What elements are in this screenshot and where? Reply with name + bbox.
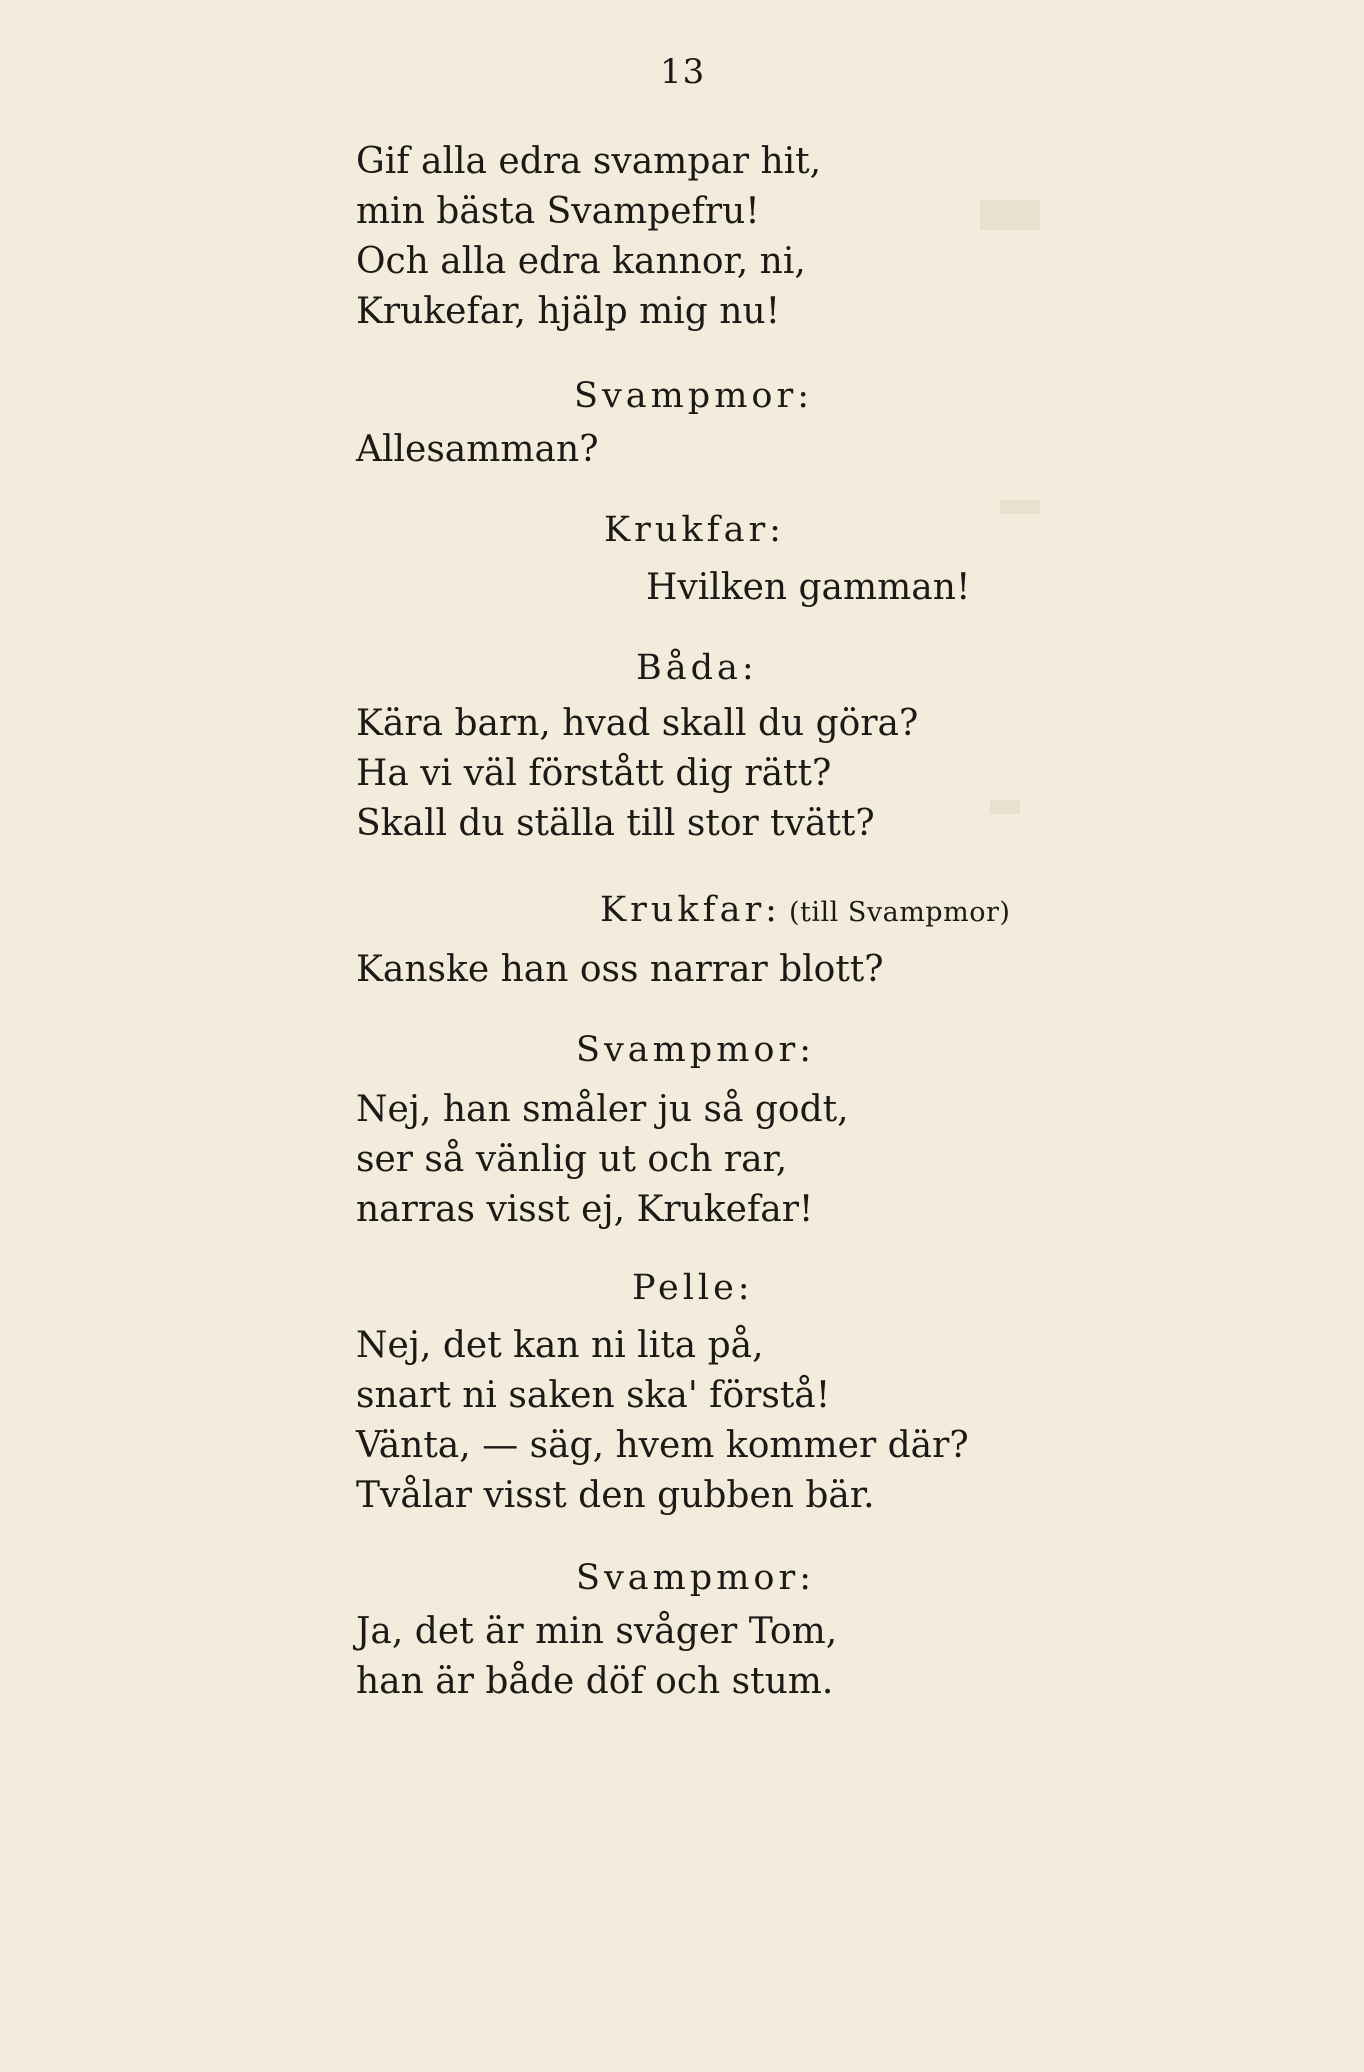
verse-line: Ja, det är min svåger Tom, [356,1611,838,1652]
speaker-label: Svampmor: [576,1030,815,1070]
speaker-label: Svampmor: [574,376,813,416]
speaker-label: Båda: [636,648,758,688]
verse-line: Allesamman? [356,429,599,470]
verse-line: narras visst ej, Krukefar! [356,1189,814,1230]
verse-line: Gif alla edra svampar hit, [356,141,822,182]
verse-line: Tvålar visst den gubben bär. [356,1475,875,1516]
verse-line: Krukefar, hjälp mig nu! [356,291,781,332]
speaker-with-direction [600,888,1010,935]
verse-line: Ha vi väl förstått dig rätt? [356,753,832,794]
verse-line: Kanske han oss narrar blott? [356,949,884,990]
verse-line: Skall du ställa till stor tvätt? [356,803,875,844]
speaker-label: Svampmor: [576,1558,815,1598]
stage-direction: (till Svampmor) [788,897,1011,928]
verse-line: Kära barn, hvad skall du göra? [356,703,919,744]
speaker-label: Krukfar: [604,510,785,550]
verse-line: Nej, det kan ni lita på, [356,1325,764,1366]
speaker-label: Krukfar: [600,890,781,930]
verse-line: Vänta, — säg, hvem kommer där? [356,1425,969,1466]
verse-line: snart ni saken ska' förstå! [356,1375,831,1416]
speaker-label: Pelle: [632,1268,754,1308]
page-number: 13 [660,52,706,92]
verse-line: Och alla edra kannor, ni, [356,241,806,282]
verse-line: Hvilken gamman! [646,567,971,608]
verse-line: han är både döf och stum. [356,1661,834,1702]
verse-line: min bästa Svampefru! [356,191,760,232]
verse-line: ser så vänlig ut och rar, [356,1139,788,1180]
verse-line: Nej, han småler ju så godt, [356,1089,849,1130]
